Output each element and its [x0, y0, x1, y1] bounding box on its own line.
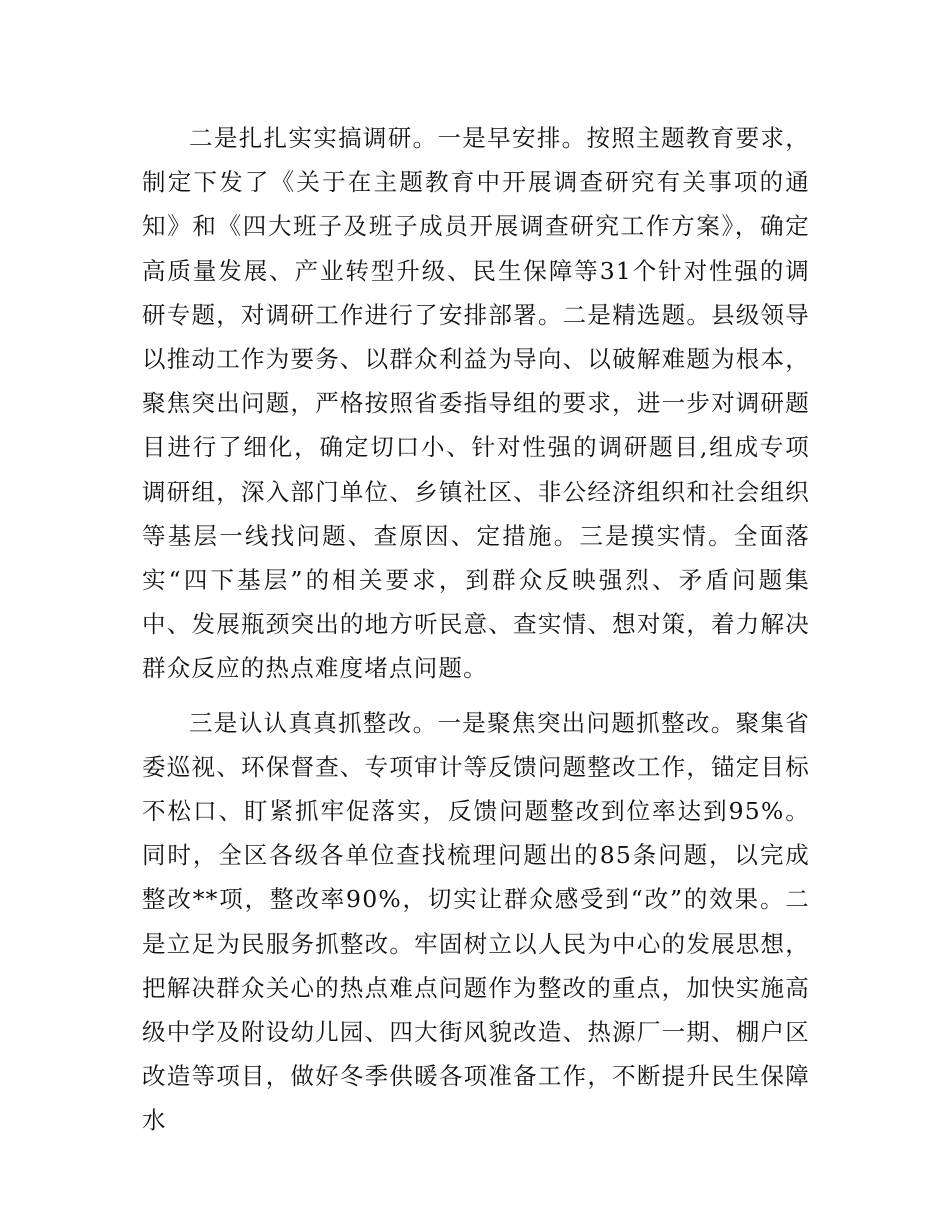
paragraph-research: 二是扎扎实实搞调研。一是早安排。按照主题教育要求，制定下发了《关于在主题教育中开展调查研究有关事项的通知》和《四大班子及班子成员开展调查研究工作方案》，确定高质量发展、产业转型升级、民生保障等31个针对性强的调研专题，对调研工作进行了安排部署。二是精选题。县级领导以推动工作为要务、以群众利益为导向、以破解难题为根本，聚焦突出问题，严格按照省委指导组的要求，进一步对调研题目进行了细化，确定切口小、针对性强的调研题目,组成专项调研组，深入部门单位、乡镇社区、非公经济组织和社会组织等基层一线找问题、查原因、定措施。三是摸实情。全面落实“四下基层”的相关要求，到群众反映强烈、矛盾问题集中、发展瓶颈突出的地方听民意、查实情、想对策，着力解决群众反应的热点难度堵点问题。 [142, 124, 810, 683]
document-body [142, 116, 810, 1143]
paragraph-rectification: 三是认认真真抓整改。一是聚焦突出问题抓整改。聚集省委巡视、环保督查、专项审计等反馈问题整改工作，锚定目标不松口、盯紧抓牢促落实，反馈问题整改到位率达到95%。同时，全区各级各单位查找梳理问题出的85条问题，以完成整改**项，整改率90%，切实让群众感受到“改”的效果。二是立足为民服务抓整改。牢固树立以人民为中心的发展思想，把解决群众关心的热点难点问题作为整改的重点，加快实施高级中学及附设幼儿园、四大街风貌改造、热源厂一期、棚户区改造等项目，做好冬季供暖各项准备工作，不断提升民生保障水 [142, 708, 810, 1135]
